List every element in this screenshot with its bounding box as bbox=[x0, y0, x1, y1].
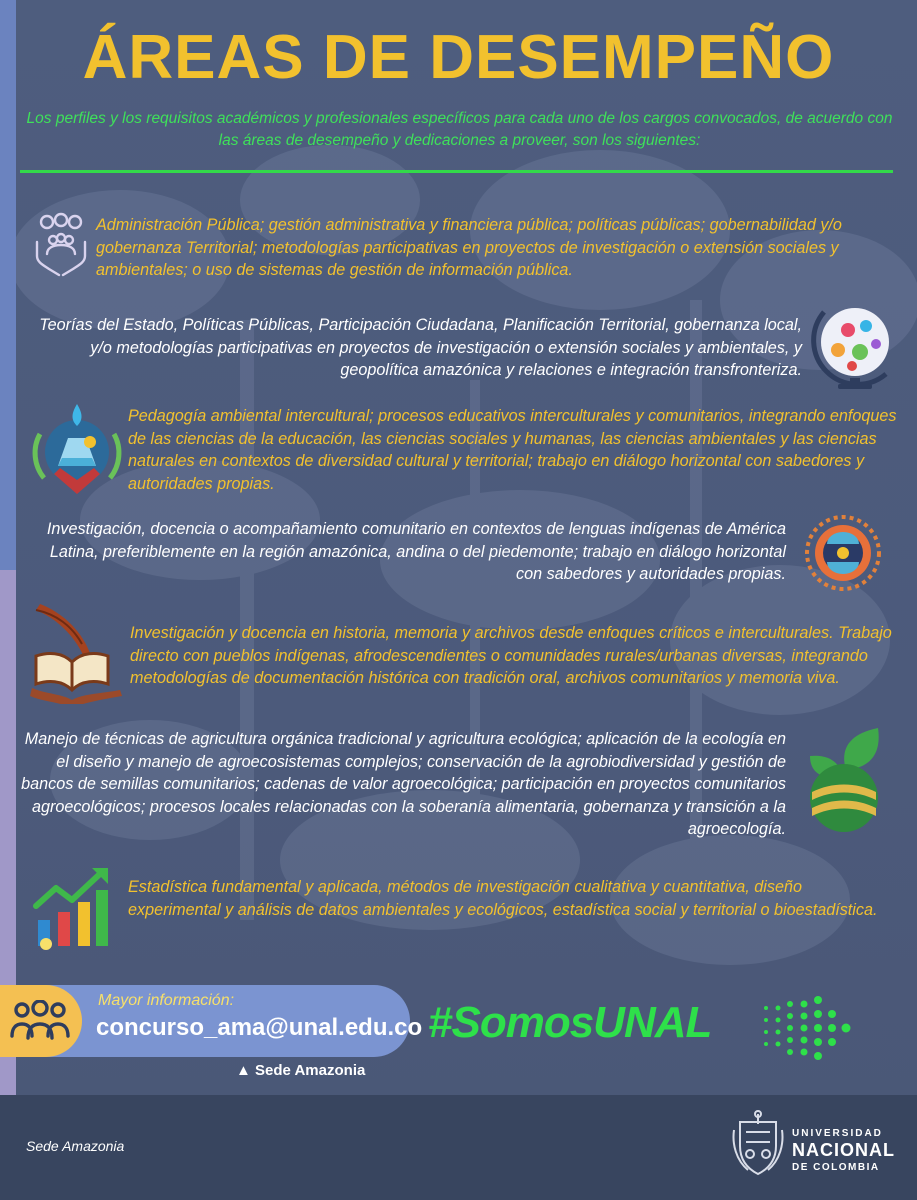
area-text-environmental-pedagogy: Pedagogía ambiental intercultural; procesos educativos interculturales y comunitarios, integrando enfoques de las ciencias de la educación, las ciencias sociales y humanas, las ciencias ambientales y las ciencias naturales en contextos de diversidad cultural y territorial; trabajo en diálogo horizontal con sabedores y autoridades propias. bbox=[128, 407, 897, 493]
area-text-statistics: Estadística fundamental y aplicada, métodos de investigación cualitativa y cuantitativa, diseño experimental y análisis de datos ambientales y ecológicos, estadística social y territorial o bioestadística. bbox=[128, 878, 878, 919]
hashtag-somosunal: #SomosUNAL bbox=[428, 998, 712, 1047]
contact-label: Mayor información: bbox=[98, 992, 235, 1009]
statistics-chart-icon bbox=[32, 866, 112, 950]
university-name-line2: NACIONAL bbox=[792, 1140, 895, 1160]
green-dots-logo-icon bbox=[760, 996, 860, 1062]
globe-icon bbox=[808, 296, 902, 392]
university-seal-icon bbox=[730, 1110, 786, 1180]
public-administration-icon bbox=[34, 212, 88, 278]
area-text-public-administration: Administración Pública; gestión administrativa y financiera pública; políticas públicas; gobernabilidad y/o gobernanza Territorial; metodologías participativas en proyectos de investigación o extensión sociales y ambientales; o uso de sistemas de gestión de información pública. bbox=[96, 216, 842, 279]
area-text-state-theories: Teorías del Estado, Políticas Públicas, Participación Ciudadana, Planificación Territorial, gobernanza local, y/o metodologías participativas en proyectos de investigación o extensión sociales y ambientales, y geopolítica amazónica y relaciones e integración transfronteriza. bbox=[39, 316, 802, 379]
agriculture-sprout-icon bbox=[800, 726, 888, 834]
left-accent-strip-blue bbox=[0, 0, 16, 570]
people-group-icon bbox=[10, 1000, 70, 1042]
science-education-icon bbox=[30, 400, 124, 500]
indigenous-pattern-icon bbox=[800, 514, 886, 592]
page-title: ÁREAS DE DESEMPEÑO bbox=[82, 23, 835, 92]
intro-text: Los perfiles y los requisitos académicos y profesionales específicos para cada uno de los cargos convocados, de acuerdo con las áreas de desempeño y dedicaciones a proveer, son los siguientes: bbox=[26, 110, 893, 149]
area-text-history-memory: Investigación y docencia en historia, memoria y archivos desde enfoques críticos e interculturales. Trabajo directo con pueblos indígenas, afrodescendientes o comunidades rurales/urbanas diversas, integrando metodologías de documentación histórica con tradición oral, archivos comunitarios y memoria viva. bbox=[130, 624, 892, 687]
green-divider bbox=[20, 170, 893, 173]
book-quill-icon bbox=[30, 600, 126, 704]
university-name-line1: UNIVERSIDAD bbox=[792, 1128, 883, 1139]
area-text-indigenous-languages: Investigación, docencia o acompañamiento comunitario en contextos de lenguas indígenas de América Latina, preferiblemente en la región amazónica, andina o del piedemonte; trabajo en diálogo horizontal con sabedores y autoridades propias. bbox=[46, 520, 786, 583]
university-name-line3: DE COLOMBIA bbox=[792, 1162, 880, 1173]
contact-email-link[interactable]: concurso_ama@unal.edu.co bbox=[96, 1014, 423, 1041]
area-text-agroecology: Manejo de técnicas de agricultura orgánica tradicional y agricultura ecológica; aplicación de la ecología en el diseño y manejo de agroecosistemas complejos; conservación de la agrobiodiversidad y gestión de bancos de semillas comunitarios; cadenas de valor agroecológica; participación en proyectos comunitarios agroecológicos; procesos locales relacionadas con la soberanía alimentaria, gobernanza y transición a la agroecología. bbox=[21, 730, 786, 838]
contact-sede: ▲ Sede Amazonia bbox=[236, 1062, 366, 1079]
footer-sede: Sede Amazonia bbox=[26, 1138, 125, 1154]
